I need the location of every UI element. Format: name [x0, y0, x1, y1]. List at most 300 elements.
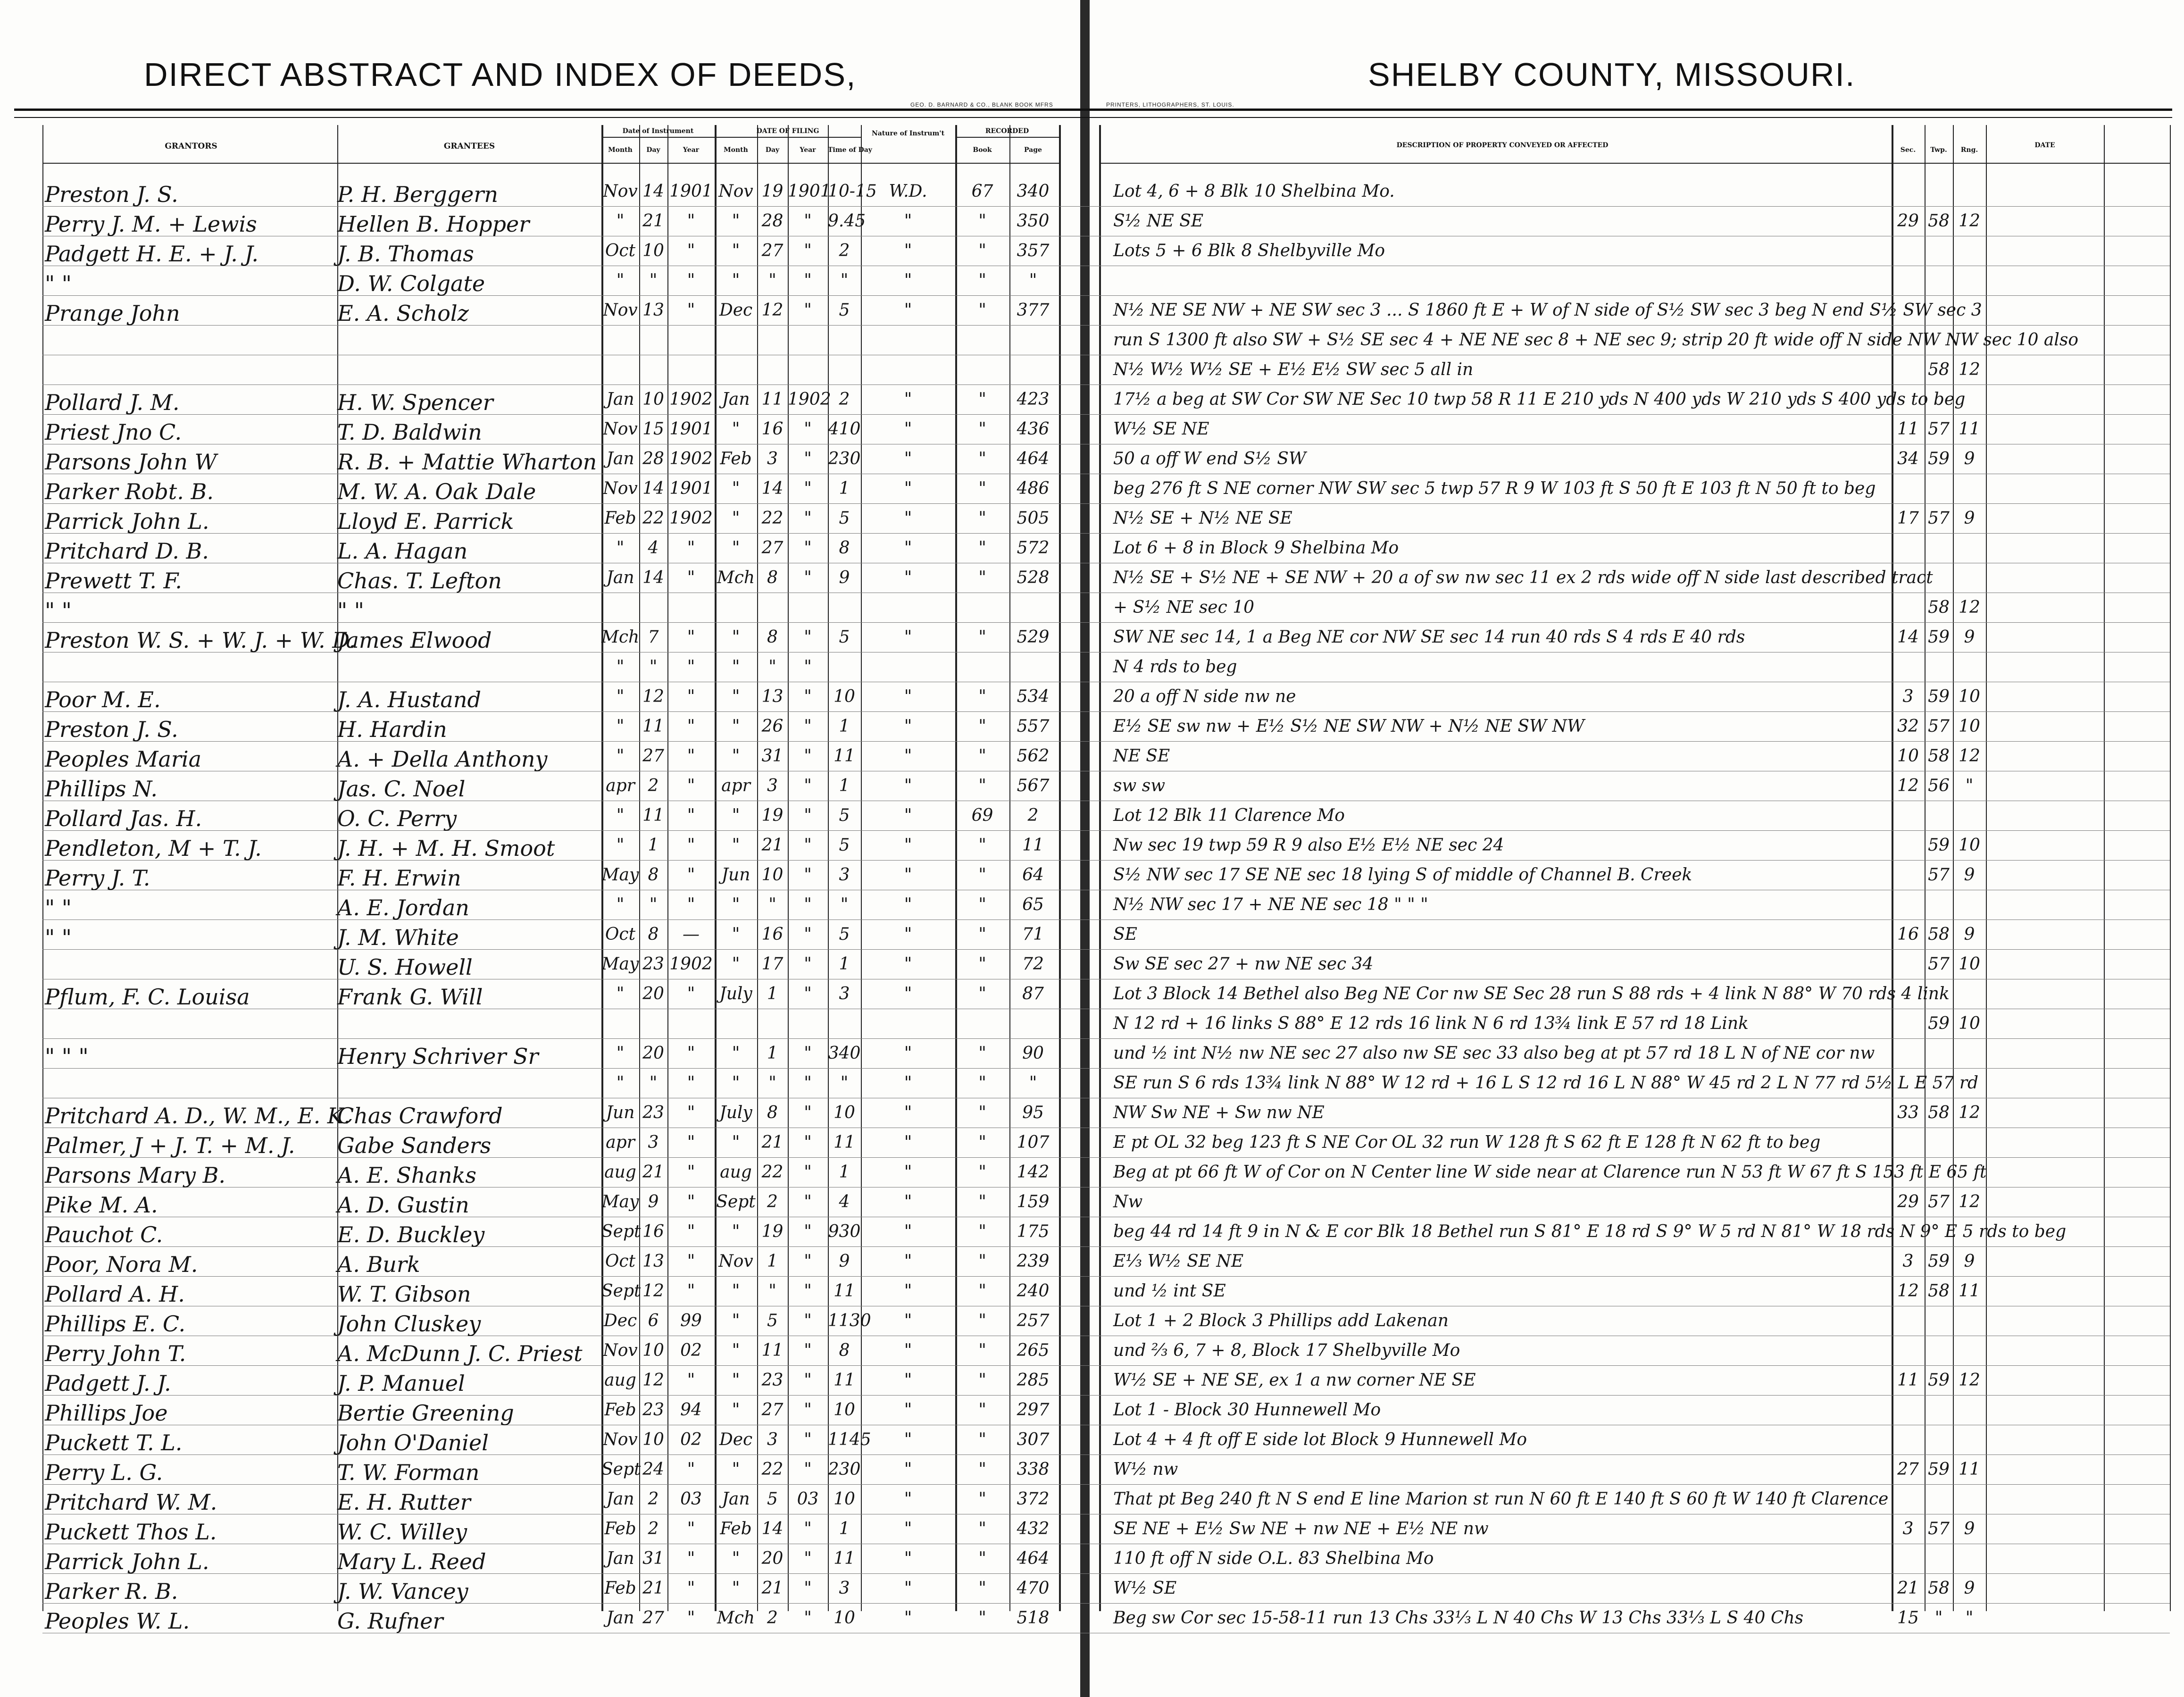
deed-id-cell: 23 — [642, 1103, 664, 1122]
deed-im-cell: " — [616, 1044, 625, 1063]
deed-grantee-cell: L. A. Hagan — [337, 538, 468, 564]
deed-fm-cell: " — [732, 1460, 740, 1479]
deed-fy-cell: " — [804, 627, 812, 647]
deed-n-cell: " — [904, 568, 912, 587]
deed-im-cell: Nov — [603, 301, 638, 320]
deed-grantee-cell: O. C. Perry — [337, 806, 457, 831]
deed-n-cell: " — [904, 1460, 912, 1479]
deed-id-cell: 11 — [642, 717, 664, 736]
deed-im-cell: Oct — [605, 241, 636, 260]
deed-id-cell: 16 — [642, 1222, 664, 1241]
deed-im-cell: Nov — [603, 1341, 638, 1360]
deed-fy-cell: " — [804, 479, 812, 498]
deed-id-cell: 8 — [648, 865, 659, 885]
deed-grantor-cell: Peoples W. L. — [45, 1608, 190, 1634]
deed-n-cell: " — [904, 746, 912, 766]
deed-id-cell: 14 — [642, 568, 664, 587]
deed-desc-cell: Lot 4, 6 + 8 Blk 10 Shelbina Mo. — [1113, 182, 1395, 201]
deed-fy-cell: " — [804, 984, 812, 1003]
deed-t-cell: 10 — [834, 687, 855, 706]
deed-fy-cell: 1902 — [788, 390, 831, 409]
deed-twp-cell: 57 — [1928, 1192, 1950, 1212]
deed-grantee-cell: P. H. Berggern — [337, 182, 498, 207]
deed-b-cell: " — [978, 1608, 986, 1628]
deed-b-cell: " — [978, 1281, 986, 1301]
deed-twp-cell: 58 — [1928, 1103, 1950, 1122]
deed-im-cell: Jun — [606, 1103, 635, 1122]
deed-iy-cell: " — [687, 895, 695, 914]
deed-b-cell: " — [978, 211, 986, 231]
deed-fm-cell: " — [732, 1044, 740, 1063]
deed-p-cell: 285 — [1017, 1371, 1050, 1390]
deed-t-cell: " — [840, 271, 849, 290]
deed-id-cell: 11 — [642, 806, 664, 825]
deed-iy-cell: 1902 — [669, 390, 713, 409]
deed-fy-cell: " — [804, 925, 812, 944]
b-column-header: Book — [973, 146, 992, 154]
deed-im-cell: apr — [606, 1133, 635, 1152]
deed-im-cell: Jan — [606, 1549, 634, 1568]
deed-grantor-cell: Preston W. S. + W. J. + W. D. — [45, 627, 356, 653]
deed-iy-cell: " — [687, 1549, 695, 1568]
deed-rng-cell: " — [1965, 776, 1974, 795]
deed-p-cell: 562 — [1017, 746, 1050, 766]
deed-sec-cell: 11 — [1897, 1371, 1919, 1390]
deed-grantee-cell: E. D. Buckley — [337, 1222, 485, 1247]
deed-desc-cell: E pt OL 32 beg 123 ft S NE Cor OL 32 run W 128 ft S 62 ft E 128 ft N 62 ft to beg — [1113, 1133, 1821, 1152]
deed-id-cell: 6 — [648, 1311, 659, 1330]
deed-grantee-cell: R. B. + Mattie Wharton — [337, 449, 597, 475]
description-column-header: DESCRIPTION OF PROPERTY CONVEYED OR AFFECTED — [1396, 142, 1609, 149]
deed-desc-cell: W½ SE — [1113, 1579, 1177, 1598]
deed-desc-cell: S½ NE SE — [1113, 211, 1204, 231]
deed-id-cell: 4 — [648, 538, 659, 558]
deed-desc-cell: 50 a off W end S½ SW — [1113, 449, 1306, 468]
deed-grantee-cell: J. M. White — [337, 925, 459, 950]
deed-iy-cell: " — [687, 1281, 695, 1301]
deed-im-cell: Oct — [605, 1252, 636, 1271]
date-of-instrument-header: Date of Instrument — [622, 127, 694, 135]
deed-b-cell: 69 — [971, 806, 993, 825]
deed-rng-cell: 12 — [1959, 746, 1980, 766]
deed-id-cell: 13 — [642, 301, 664, 320]
deed-grantor-cell: Perry John T. — [45, 1341, 186, 1366]
deed-p-cell: 71 — [1022, 925, 1044, 944]
deed-b-cell: " — [978, 419, 986, 439]
deed-t-cell: 5 — [839, 509, 850, 528]
grantees-column-header: GRANTEES — [443, 142, 495, 151]
deed-fm-cell: " — [732, 954, 740, 974]
deed-twp-cell: 57 — [1928, 419, 1950, 439]
deed-sec-cell: 15 — [1897, 1608, 1919, 1628]
deed-fd-cell: 16 — [761, 419, 784, 439]
deed-fd-cell: 2 — [767, 1608, 778, 1628]
deed-fd-cell: 16 — [761, 925, 784, 944]
deed-n-cell: " — [904, 1133, 912, 1152]
deed-fy-cell: " — [804, 271, 812, 290]
deed-t-cell: 5 — [839, 836, 850, 855]
deed-n-cell: " — [904, 301, 912, 320]
deed-im-cell: Jan — [606, 568, 634, 587]
deed-iy-cell: 1901 — [669, 182, 713, 201]
deed-fm-cell: July — [719, 1103, 752, 1122]
deed-iy-cell: " — [687, 836, 695, 855]
deed-desc-cell: N 12 rd + 16 links S 88° E 12 rds 16 link N 6 rd 13¾ link E 57 rd 18 Link — [1113, 1014, 1749, 1033]
deed-fd-cell: 28 — [761, 211, 784, 231]
column-divider — [1059, 125, 1061, 1611]
deed-fd-cell: 5 — [767, 1311, 778, 1330]
deed-iy-cell: " — [687, 1608, 695, 1628]
deed-fd-cell: 11 — [761, 1341, 784, 1360]
deed-rng-cell: 9 — [1964, 865, 1975, 885]
right-printer-imprint: PRINTERS, LITHOGRAPHERS, ST. LOUIS. — [1106, 101, 1234, 108]
deed-twp-cell: 58 — [1928, 211, 1950, 231]
deed-grantee-cell: Chas Crawford — [337, 1103, 503, 1129]
deed-iy-cell: 02 — [680, 1341, 702, 1360]
column-header-rule — [42, 163, 1059, 164]
deed-id-cell: " — [649, 895, 658, 914]
deed-id-cell: 20 — [642, 1044, 664, 1063]
deed-b-cell: " — [978, 1311, 986, 1330]
deed-grantee-cell: Hellen B. Hopper — [337, 211, 530, 237]
deed-n-cell: " — [904, 479, 912, 498]
deed-im-cell: Feb — [604, 1400, 636, 1420]
deed-fd-cell: 1 — [767, 1044, 778, 1063]
deed-id-cell: 12 — [642, 687, 664, 706]
deed-grantee-cell: A. E. Shanks — [337, 1162, 476, 1188]
deed-p-cell: 2 — [1027, 806, 1039, 825]
deed-id-cell: 10 — [642, 390, 664, 409]
deed-grantor-cell: Prewett T. F. — [45, 568, 182, 594]
deed-t-cell: 2 — [839, 241, 850, 260]
deed-grantee-cell: J. H. + M. H. Smoot — [337, 836, 555, 861]
deed-grantee-cell: J. B. Thomas — [337, 241, 474, 267]
deed-grantee-cell: J. A. Hustand — [337, 687, 481, 712]
deed-p-cell: 572 — [1017, 538, 1050, 558]
deed-p-cell: 436 — [1017, 419, 1050, 439]
deed-n-cell: " — [904, 776, 912, 795]
deed-desc-cell: S½ NW sec 17 SE NE sec 18 lying S of middle of Channel B. Creek — [1113, 865, 1692, 885]
deed-fy-cell: " — [804, 1044, 812, 1063]
deed-id-cell: 8 — [648, 925, 659, 944]
deed-p-cell: 464 — [1017, 1549, 1050, 1568]
deed-iy-cell: " — [687, 806, 695, 825]
deed-p-cell: 175 — [1017, 1222, 1050, 1241]
deed-n-cell: " — [904, 925, 912, 944]
deed-iy-cell: " — [687, 687, 695, 706]
deed-rng-cell: 9 — [1964, 925, 1975, 944]
deed-fy-cell: " — [804, 1371, 812, 1390]
deed-grantee-cell: H. W. Spencer — [337, 390, 493, 415]
date-column-header: DATE — [2034, 142, 2055, 149]
column-group-rule — [601, 137, 715, 138]
deed-t-cell: 1 — [839, 717, 850, 736]
deed-iy-cell: " — [687, 1073, 695, 1093]
deed-id-cell: 7 — [648, 627, 659, 647]
deed-p-cell: 297 — [1017, 1400, 1050, 1420]
deed-n-cell: " — [904, 836, 912, 855]
deed-n-cell: " — [904, 1252, 912, 1271]
deed-iy-cell: " — [687, 776, 695, 795]
deed-b-cell: " — [978, 746, 986, 766]
deed-desc-cell: Beg sw Cor sec 15-58-11 run 13 Chs 33⅓ L N 40 Chs W 13 Chs 33⅓ L S 40 Chs — [1113, 1608, 1804, 1628]
deed-fm-cell: Sept — [716, 1192, 756, 1212]
deed-iy-cell: 1901 — [669, 479, 713, 498]
deed-im-cell: Sept — [601, 1222, 641, 1241]
deed-desc-cell: SE run S 6 rds 13¾ link N 88° W 12 rd + 16 L S 12 rd 16 L N 88° W 45 rd 2 L N 77 rd 5½ L E 57 rd — [1113, 1073, 1979, 1093]
deed-grantor-cell: Parsons Mary B. — [45, 1162, 226, 1188]
deed-fy-cell: " — [804, 1311, 812, 1330]
deed-grantee-cell: D. W. Colgate — [337, 271, 485, 296]
deed-p-cell: 65 — [1022, 895, 1044, 914]
deed-fm-cell: July — [719, 984, 752, 1003]
deed-grantee-cell: John O'Daniel — [337, 1430, 489, 1455]
sec-column-header: Sec. — [1900, 146, 1916, 154]
header-rule-thin — [14, 117, 2172, 118]
deed-rng-cell: 12 — [1959, 211, 1980, 231]
deed-sec-cell: 21 — [1897, 1579, 1919, 1598]
deed-p-cell: " — [1029, 1073, 1037, 1093]
deed-fm-cell: " — [732, 687, 740, 706]
deed-im-cell: " — [616, 895, 625, 914]
deed-id-cell: 15 — [642, 419, 664, 439]
deed-rng-cell: 12 — [1959, 1103, 1980, 1122]
deed-desc-cell: NW Sw NE + Sw nw NE — [1113, 1103, 1325, 1122]
deed-grantor-cell: Pike M. A. — [45, 1192, 158, 1218]
deed-im-cell: Feb — [604, 1579, 636, 1598]
deed-n-cell: " — [904, 449, 912, 468]
deed-grantee-cell: A. + Della Anthony — [337, 746, 548, 772]
deed-id-cell: 23 — [642, 1400, 664, 1420]
deed-n-cell: " — [904, 1608, 912, 1628]
deed-b-cell: " — [978, 687, 986, 706]
deed-b-cell: " — [978, 627, 986, 647]
deed-t-cell: 230 — [828, 449, 861, 468]
deed-desc-cell: 110 ft off N side O.L. 83 Shelbina Mo — [1113, 1549, 1434, 1568]
deed-grantor-cell: Puckett T. L. — [45, 1430, 183, 1455]
deed-id-cell: 22 — [642, 509, 664, 528]
deed-desc-cell: N½ SE + S½ NE + SE NW + 20 a of sw nw sec 11 ex 2 rds wide off N side last described tract — [1113, 568, 1933, 587]
deed-id-cell: 31 — [642, 1549, 664, 1568]
deed-n-cell: " — [904, 895, 912, 914]
deed-t-cell: 11 — [834, 1133, 855, 1152]
deed-n-cell: " — [904, 1371, 912, 1390]
deed-fd-cell: 8 — [767, 1103, 778, 1122]
deed-b-cell: " — [978, 1103, 986, 1122]
deed-fm-cell: " — [732, 836, 740, 855]
deed-fd-cell: 27 — [761, 241, 784, 260]
column-group-rule — [715, 137, 861, 138]
deed-twp-cell: 59 — [1928, 1252, 1950, 1271]
deed-fy-cell: " — [804, 1400, 812, 1420]
deed-n-cell: " — [904, 806, 912, 825]
deed-sec-cell: 17 — [1897, 509, 1919, 528]
deed-id-cell: 13 — [642, 1252, 664, 1271]
deed-fm-cell: Dec — [719, 301, 753, 320]
deed-fd-cell: 8 — [767, 627, 778, 647]
deed-t-cell: 5 — [839, 627, 850, 647]
deed-n-cell: " — [904, 1549, 912, 1568]
iy-column-header: Year — [683, 146, 700, 154]
deed-p-cell: 240 — [1017, 1281, 1050, 1301]
deed-iy-cell: " — [687, 1579, 695, 1598]
deed-p-cell: 11 — [1022, 836, 1044, 855]
deed-t-cell: 1 — [839, 1162, 850, 1182]
deed-fy-cell: " — [804, 717, 812, 736]
deed-fy-cell: " — [804, 241, 812, 260]
deed-b-cell: " — [978, 865, 986, 885]
deed-b-cell: " — [978, 479, 986, 498]
deed-fm-cell: " — [732, 925, 740, 944]
deed-iy-cell: " — [687, 241, 695, 260]
deed-im-cell: " — [616, 836, 625, 855]
column-header-rule — [1099, 163, 2170, 164]
deed-grantor-cell: Padgett H. E. + J. J. — [45, 241, 258, 267]
deed-t-cell: 1130 — [828, 1311, 871, 1330]
deed-grantee-cell: F. H. Erwin — [337, 865, 461, 891]
deed-b-cell: " — [978, 954, 986, 974]
deed-grantor-cell: Pritchard D. B. — [45, 538, 209, 564]
deed-fm-cell: " — [732, 271, 740, 290]
deed-p-cell: 239 — [1017, 1252, 1050, 1271]
deed-grantor-cell: Pritchard W. M. — [45, 1489, 217, 1515]
deed-desc-cell: W½ nw — [1113, 1460, 1178, 1479]
deed-b-cell: " — [978, 836, 986, 855]
deed-t-cell: 3 — [839, 865, 850, 885]
deed-fy-cell: " — [804, 836, 812, 855]
deed-n-cell: " — [904, 509, 912, 528]
deed-fm-cell: " — [732, 895, 740, 914]
deed-n-cell: " — [904, 538, 912, 558]
deed-fy-cell: " — [804, 1519, 812, 1538]
deed-fy-cell: 03 — [797, 1489, 819, 1509]
deed-grantee-cell: W. T. Gibson — [337, 1281, 471, 1307]
deed-fd-cell: 27 — [761, 1400, 784, 1420]
deed-desc-cell: E⅓ W½ SE NE — [1113, 1252, 1244, 1271]
deed-fm-cell: Feb — [720, 449, 752, 468]
deed-p-cell: 464 — [1017, 449, 1050, 468]
deed-t-cell: " — [840, 1073, 849, 1093]
deed-t-cell: 410 — [828, 419, 861, 439]
deed-im-cell: Jan — [606, 390, 634, 409]
deed-sec-cell: 29 — [1897, 211, 1919, 231]
deed-grantor-cell: Puckett Thos L. — [45, 1519, 217, 1545]
deed-im-cell: Nov — [603, 182, 638, 201]
deed-id-cell: 3 — [648, 1133, 659, 1152]
deed-iy-cell: " — [687, 538, 695, 558]
deed-grantee-cell: Mary L. Reed — [337, 1549, 486, 1574]
deed-grantee-cell: E. H. Rutter — [337, 1489, 471, 1515]
deed-fd-cell: " — [768, 657, 776, 677]
deed-grantee-cell: A. E. Jordan — [337, 895, 469, 920]
deed-grantor-cell: Pritchard A. D., W. M., E. K. — [45, 1103, 350, 1129]
deed-id-cell: 2 — [648, 776, 659, 795]
deed-grantee-cell: A. D. Gustin — [337, 1192, 469, 1218]
deed-p-cell: 257 — [1017, 1311, 1050, 1330]
deed-desc-cell: Lot 4 + 4 ft off E side lot Block 9 Hunnewell Mo — [1113, 1430, 1527, 1449]
deed-id-cell: 27 — [642, 746, 664, 766]
deed-id-cell: " — [649, 271, 658, 290]
deed-iy-cell: 1901 — [669, 419, 713, 439]
deed-p-cell: 470 — [1017, 1579, 1050, 1598]
deed-fm-cell: Mch — [717, 1608, 755, 1628]
deed-id-cell: 10 — [642, 1341, 664, 1360]
book-gutter — [1080, 0, 1090, 1697]
deed-b-cell: " — [978, 717, 986, 736]
deed-fm-cell: " — [732, 806, 740, 825]
deed-iy-cell: " — [687, 657, 695, 677]
deed-fd-cell: 22 — [761, 1162, 784, 1182]
deed-b-cell: " — [978, 1371, 986, 1390]
deed-fm-cell: Jun — [721, 865, 750, 885]
deed-iy-cell: " — [687, 627, 695, 647]
deed-p-cell: 340 — [1017, 182, 1050, 201]
deed-b-cell: " — [978, 1430, 986, 1449]
deed-n-cell: " — [904, 1044, 912, 1063]
deed-iy-cell: " — [687, 1371, 695, 1390]
deed-fy-cell: " — [804, 1073, 812, 1093]
fd-column-header: Day — [765, 146, 780, 154]
deed-p-cell: 534 — [1017, 687, 1050, 706]
deed-iy-cell: " — [687, 1044, 695, 1063]
deed-p-cell: 528 — [1017, 568, 1050, 587]
deed-fm-cell: aug — [720, 1162, 752, 1182]
deed-grantor-cell: Padgett J. J. — [45, 1371, 171, 1396]
deed-fm-cell: " — [732, 1281, 740, 1301]
p-column-header: Page — [1024, 146, 1042, 154]
deed-b-cell: " — [978, 1549, 986, 1568]
deed-b-cell: " — [978, 1460, 986, 1479]
deed-grantor-cell: Pollard J. M. — [45, 390, 180, 415]
deed-id-cell: " — [649, 1073, 658, 1093]
deed-grantee-cell: Jas. C. Noel — [337, 776, 466, 802]
deed-fd-cell: 3 — [767, 1430, 778, 1449]
deed-grantor-cell: Phillips E. C. — [45, 1311, 186, 1337]
deed-grantor-cell: Peoples Maria — [45, 746, 202, 772]
deed-t-cell: 10 — [834, 1103, 855, 1122]
deed-desc-cell: Beg at pt 66 ft W of Cor on N Center line W side near at Clarence run N 53 ft W 67 ft S 153 ft E 65 ft — [1113, 1162, 1987, 1182]
deed-im-cell: " — [616, 984, 625, 1003]
deed-p-cell: 142 — [1017, 1162, 1050, 1182]
deed-p-cell: 95 — [1022, 1103, 1044, 1122]
deed-twp-cell: 57 — [1928, 1519, 1950, 1538]
deed-iy-cell: " — [687, 1192, 695, 1212]
deed-desc-cell: SE NE + E½ Sw NE + nw NE + E½ NE nw — [1113, 1519, 1489, 1538]
deed-fd-cell: 21 — [761, 836, 784, 855]
deed-fm-cell: apr — [721, 776, 750, 795]
deed-desc-cell: That pt Beg 240 ft N S end E line Marion st run N 60 ft E 140 ft S 60 ft W 140 ft Clarence — [1113, 1489, 1889, 1509]
deed-twp-cell: 57 — [1928, 717, 1950, 736]
deed-iy-cell: 1902 — [669, 449, 713, 468]
nature-of-instrument-header: Nature of Instrum't — [871, 130, 945, 137]
deed-grantee-cell: G. Rufner — [337, 1608, 443, 1634]
deed-fm-cell: " — [732, 1222, 740, 1241]
deed-fm-cell: " — [732, 627, 740, 647]
deed-desc-cell: beg 276 ft S NE corner NW SW sec 5 twp 57 R 9 W 103 ft S 50 ft E 103 ft N 50 ft to beg — [1113, 479, 1876, 498]
deed-fy-cell: " — [804, 419, 812, 439]
deed-t-cell: 230 — [828, 1460, 861, 1479]
deed-fm-cell: Jan — [722, 390, 750, 409]
deed-im-cell: Jan — [606, 1608, 634, 1628]
deed-iy-cell: " — [687, 1162, 695, 1182]
deed-b-cell: " — [978, 1341, 986, 1360]
deed-id-cell: 2 — [648, 1489, 659, 1509]
deed-p-cell: 505 — [1017, 509, 1050, 528]
deed-id-cell: 21 — [642, 1579, 664, 1598]
column-divider — [2104, 125, 2105, 1611]
deed-rng-cell: 12 — [1959, 1371, 1980, 1390]
deed-fy-cell: " — [804, 568, 812, 587]
